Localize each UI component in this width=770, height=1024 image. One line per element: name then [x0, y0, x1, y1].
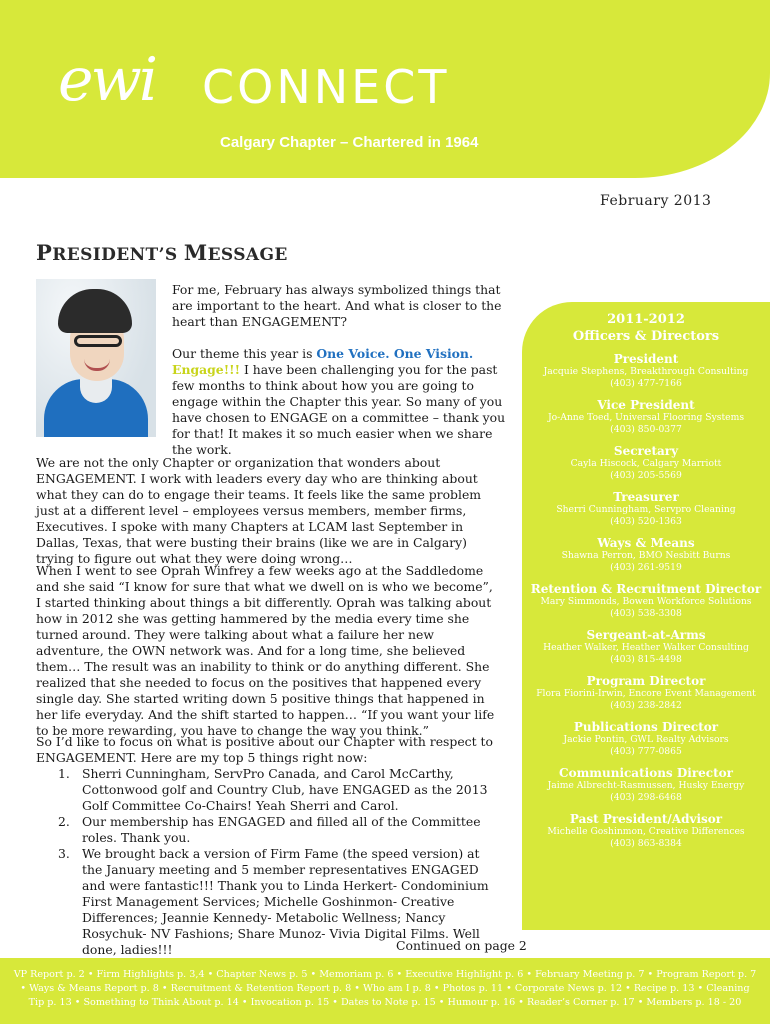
issue-date: February 2013: [600, 193, 712, 209]
list-item: 2. Our membership has ENGAGED and filled all of the Committee roles. Thank you.: [58, 814, 481, 845]
president-photo: [36, 279, 156, 437]
newsletter-header: [0, 0, 770, 178]
footer-line-3: Tip p. 13 • Something to Think About p. 14 • Invocation p. 15 • Dates to Note p. 15 • Humour p. 16 • Reader’s Corner p. 17 • Members p. 18 - 20: [28, 997, 742, 1008]
officer-entry: Treasurer Sherri Cunningham, Servpro Cleaning (403) 520-1363: [556, 490, 736, 527]
officer-entry: Secretary Cayla Hiscock, Calgary Marriott (403) 205-5569: [570, 444, 722, 481]
top-five-list: [36, 766, 500, 958]
sidebar-years: 2011-2012: [607, 312, 685, 327]
officer-entry: Past President/Advisor Michelle Goshinmon, Creative Differences (403) 863-8384: [547, 812, 745, 849]
intro-text: [172, 282, 508, 458]
theme-text: One Voice. One Vision.: [316, 346, 474, 361]
continued-note: Continued on page 2: [396, 938, 527, 953]
footer-line-1: VP Report p. 2 • Firm Highlights p. 3,4 • Chapter News p. 5 • Memoriam p. 6 • Executive Highlight p. 6 • February Meeting p. 7 • Program Report p. 7: [13, 969, 757, 980]
body-paragraph-4: When I went to see Oprah Winfrey a few weeks ago at the Saddledome and she said “I know for sure that what we dwell on is who we become”, I started thinking about things a bit differently. Oprah was talking about how in 2012 she was getting hammered by the media every time she turned around. They were talking about what a failure her new adventure, the OWN network was. And for a long time, she believed them… The result was an inability to think or do anything different. She realized that she needed to focus on the positives that happened every single day. She started writing down 5 positive things that happened in her life everyday. And the shift started to happen… “If you want your life to be more rewarding, you have to change the way you think.”: [36, 563, 495, 738]
intro-paragraph-1: For me, February has always symbolized things that are important to the heart. And what is closer to the heart than ENGAGEMENT?: [172, 282, 502, 329]
page-title: PRESIDENT’S MESSAGE: [36, 240, 288, 265]
body-paragraph-3: We are not the only Chapter or organization that wonders about ENGAGEMENT. I work with leaders every day who are thinking about what they can do to engage their teams. It feels like the same problem just at a different level – employees versus members, member firms, Executives. I spoke with many Chapters at LCAM last September in Dallas, Texas, that were busting their brains (like we are in Calgary) trying to figure out what they were doing wrong…: [36, 455, 482, 566]
officer-entry: Vice President Jo-Anne Toed, Universal Flooring Systems (403) 850-0377: [547, 398, 745, 435]
list-item: 1. Sherri Cunningham, ServPro Canada, and Carol McCarthy, Cottonwood golf and Country Club, have ENGAGED as the 2013 Golf Committee Co-Chairs! Yeah Sherri and Carol.: [58, 766, 488, 813]
officers-sidebar: [522, 302, 770, 930]
footer-line-2: • Ways & Means Report p. 8 • Recruitment & Retention Report p. 8 • Who am I p. 8 • Photos p. 11 • Corporate News p. 12 • Recipe p. 13 • Cleaning: [20, 983, 750, 994]
sidebar-heading: Officers & Directors: [572, 329, 720, 344]
contents-footer: [0, 958, 770, 1024]
chapter-tagline: Calgary Chapter – Chartered in 1964: [220, 134, 479, 151]
officer-entry: Communications Director Jaime Albrecht-Rasmussen, Husky Energy (403) 298-6468: [547, 766, 745, 803]
list-item: 3. We brought back a version of Firm Fame (the speed version) at the January meeting and 5 member representatives ENGAGED and were fantastic!!! Thank you to Linda Herkert- Condominium First Management Services; Michelle Goshinmon- Creative Differences; Jeannie Kennedy- Metabolic Wellness; Nancy Rosychuk- NV Fashions; Share Munoz- Vivia Digital Films. Well done, ladies!!!: [58, 846, 489, 957]
officer-entry: Program Director Flora Fiorini-Irwin, Encore Event Management (403) 238-2842: [536, 674, 756, 711]
officer-entry: Retention & Recruitment Director Mary Simmonds, Bowen Workforce Solutions (403) 538-3308: [530, 582, 762, 619]
ewi-logo: ewi: [58, 45, 156, 115]
brand-name: CONNECT: [202, 60, 450, 114]
body-paragraph-5: So I’d like to focus on what is positive about our Chapter with respect to ENGAGEMENT. Here are my top 5 things right now:: [36, 734, 493, 765]
officer-entry: Sergeant-at-Arms Heather Walker, Heather Walker Consulting (403) 815-4498: [543, 628, 749, 665]
officer-entry: Ways & Means Shawna Perron, BMO Nesbitt Burns (403) 261-9519: [561, 536, 731, 573]
engage-text: Engage!!!: [172, 362, 241, 377]
officer-entry: Publications Director Jackie Pontin, GWL Realty Advisors (403) 777-0865: [563, 720, 729, 757]
intro-paragraph-2: Our theme this year is One Voice. One Vision. Engage!!! I have been challenging you for the past few months to think about how you are going to engage within the Chapter this year. So many of you have chosen to ENGAGE on a committee – thank you for that! It makes it so much easier when we share the work.: [172, 346, 506, 457]
officer-entry: President Jacquie Stephens, Breakthrough Consulting (403) 477-7166: [543, 352, 749, 389]
